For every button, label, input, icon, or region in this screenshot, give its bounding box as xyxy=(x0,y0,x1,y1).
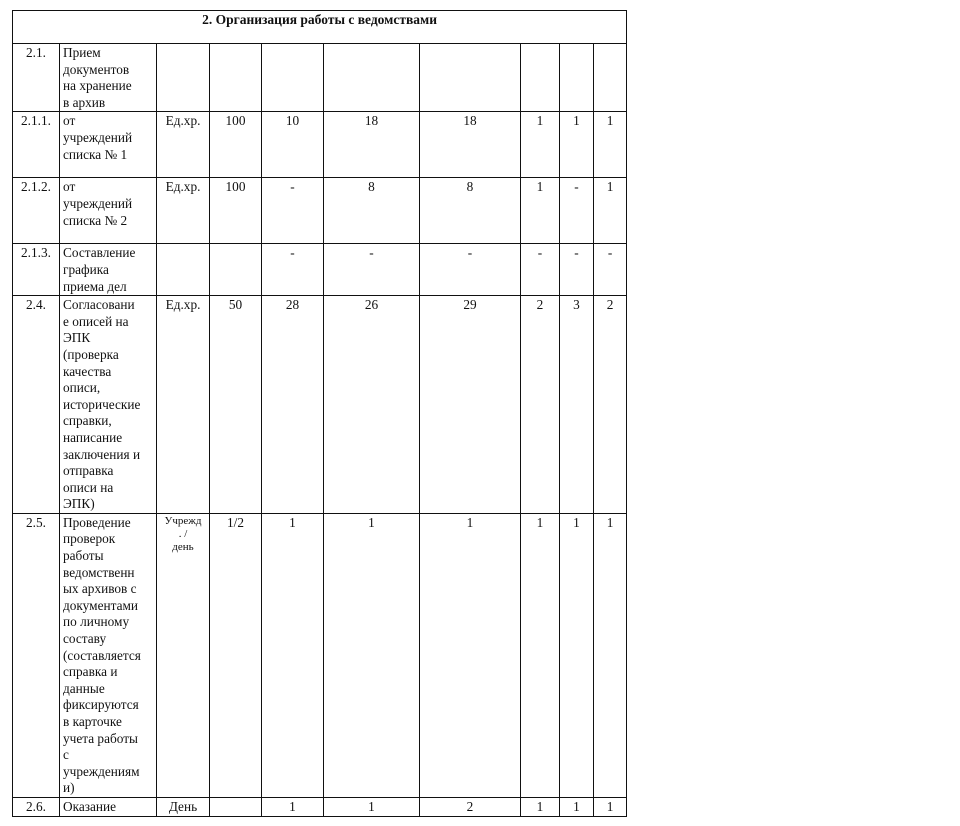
value-cell-c7: 1 xyxy=(594,112,627,178)
value-cell-c2: 1 xyxy=(262,797,324,816)
value-cell-c1 xyxy=(210,797,262,816)
table-row xyxy=(13,513,627,797)
value-cell-c7: 1 xyxy=(594,178,627,244)
value-cell-c7: 2 xyxy=(594,296,627,514)
row-name: Составление графика приема дел xyxy=(60,244,157,296)
row-unit: Ед.хр. xyxy=(157,178,210,244)
value-cell-c5: 1 xyxy=(521,178,560,244)
value-cell-c4 xyxy=(420,44,521,112)
value-cell-c1: 50 xyxy=(210,296,262,514)
value-cell-c4: 2 xyxy=(420,797,521,816)
value-cell-c2: 10 xyxy=(262,112,324,178)
table-row xyxy=(13,244,627,296)
row-number: 2.5. xyxy=(13,513,60,797)
value-cell-c3: - xyxy=(324,244,420,296)
row-name: от учреждений списка № 2 xyxy=(60,178,157,244)
value-cell-c6: - xyxy=(560,244,594,296)
value-cell-c7: 1 xyxy=(594,797,627,816)
value-cell-c4: 1 xyxy=(420,513,521,797)
value-cell-c5: 1 xyxy=(521,112,560,178)
row-name: от учреждений списка № 1 xyxy=(60,112,157,178)
value-cell-c3: 1 xyxy=(324,797,420,816)
value-cell-c2: 1 xyxy=(262,513,324,797)
value-cell-c7: 1 xyxy=(594,513,627,797)
table-row xyxy=(13,44,627,112)
value-cell-c1: 1/2 xyxy=(210,513,262,797)
value-cell-c6: 1 xyxy=(560,513,594,797)
row-name: Проведение проверок работы ведомственн ых архивов с документами по личному составу (составляется справка и данные фиксируются в карточке учета работы с учреждениям и) xyxy=(60,513,157,797)
value-cell-c3: 26 xyxy=(324,296,420,514)
table-row xyxy=(13,178,627,244)
value-cell-c1: 100 xyxy=(210,178,262,244)
value-cell-c5: 2 xyxy=(521,296,560,514)
row-unit xyxy=(157,44,210,112)
row-unit: Учрежд . / день xyxy=(157,513,210,797)
row-number: 2.4. xyxy=(13,296,60,514)
value-cell-c1 xyxy=(210,44,262,112)
value-cell-c6: 1 xyxy=(560,797,594,816)
value-cell-c3: 18 xyxy=(324,112,420,178)
value-cell-c4: 8 xyxy=(420,178,521,244)
value-cell-c2: 28 xyxy=(262,296,324,514)
row-name: Оказание xyxy=(60,797,157,816)
row-number: 2.1. xyxy=(13,44,60,112)
value-cell-c7: - xyxy=(594,244,627,296)
value-cell-c5: - xyxy=(521,244,560,296)
section-header-row xyxy=(13,11,627,44)
row-unit: Ед.хр. xyxy=(157,296,210,514)
row-number: 2.1.2. xyxy=(13,178,60,244)
value-cell-c2 xyxy=(262,44,324,112)
row-name: Согласовани е описей на ЭПК (проверка качества описи, исторические справки, написание заключения и отправка описи на ЭПК) xyxy=(60,296,157,514)
value-cell-c4: 29 xyxy=(420,296,521,514)
table-row xyxy=(13,296,627,514)
table-row xyxy=(13,797,627,816)
value-cell-c5: 1 xyxy=(521,513,560,797)
row-name: Прием документов на хранение в архив xyxy=(60,44,157,112)
table-row xyxy=(13,112,627,178)
value-cell-c5: 1 xyxy=(521,797,560,816)
value-cell-c4: - xyxy=(420,244,521,296)
value-cell-c1: 100 xyxy=(210,112,262,178)
value-cell-c7 xyxy=(594,44,627,112)
row-unit xyxy=(157,244,210,296)
value-cell-c6 xyxy=(560,44,594,112)
value-cell-c1 xyxy=(210,244,262,296)
row-unit: День xyxy=(157,797,210,816)
section-title: 2. Организация работы с ведомствами xyxy=(13,11,627,44)
value-cell-c2: - xyxy=(262,178,324,244)
value-cell-c3: 1 xyxy=(324,513,420,797)
value-cell-c6: 3 xyxy=(560,296,594,514)
value-cell-c5 xyxy=(521,44,560,112)
value-cell-c3 xyxy=(324,44,420,112)
value-cell-c2: - xyxy=(262,244,324,296)
row-number: 2.1.1. xyxy=(13,112,60,178)
value-cell-c4: 18 xyxy=(420,112,521,178)
value-cell-c3: 8 xyxy=(324,178,420,244)
row-number: 2.1.3. xyxy=(13,244,60,296)
value-cell-c6: 1 xyxy=(560,112,594,178)
row-unit: Ед.хр. xyxy=(157,112,210,178)
work-plan-table xyxy=(12,10,627,817)
row-number: 2.6. xyxy=(13,797,60,816)
value-cell-c6: - xyxy=(560,178,594,244)
